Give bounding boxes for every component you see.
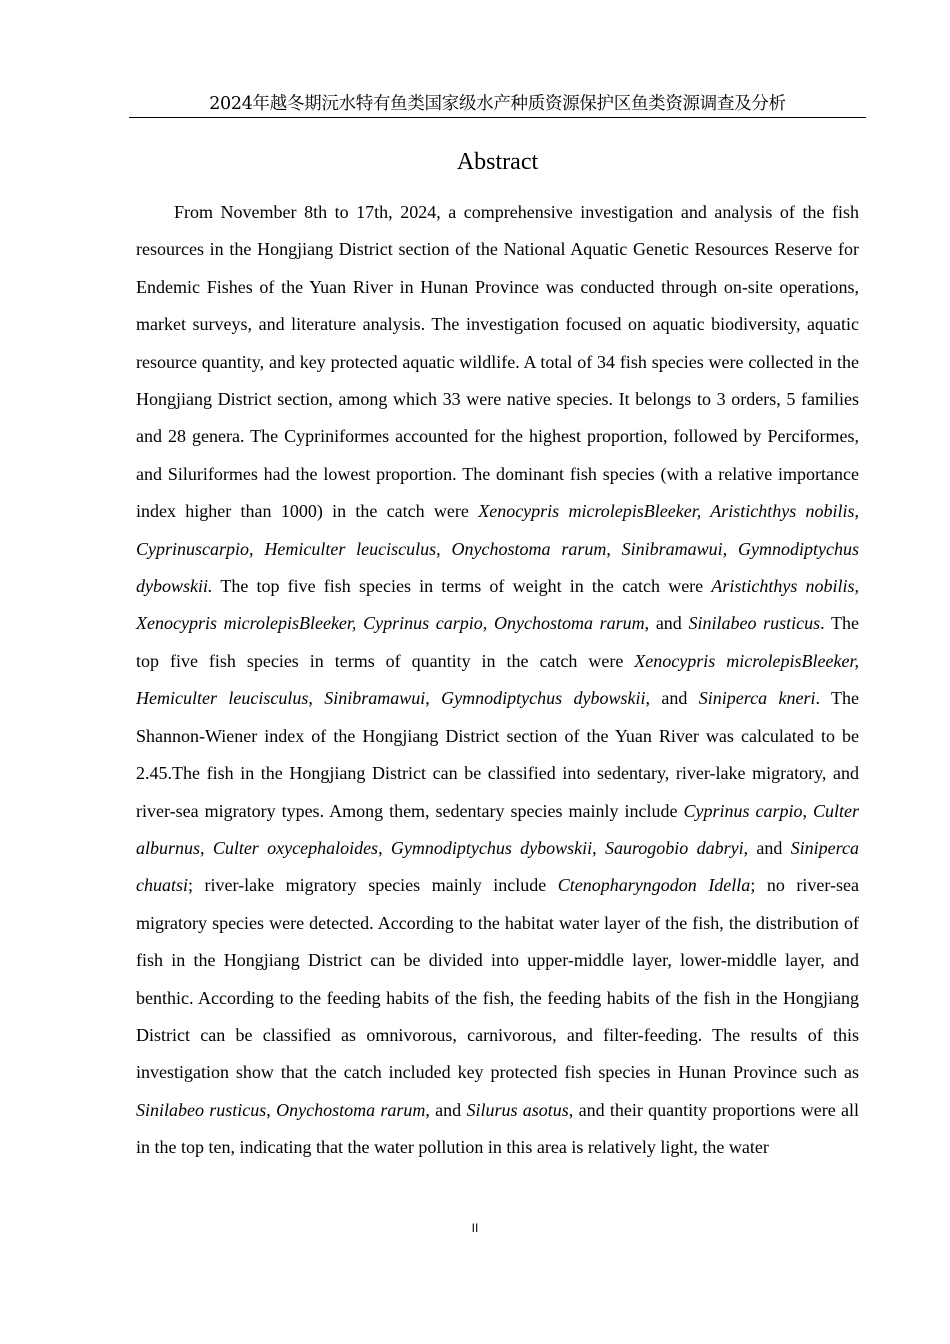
species-name: Gymnodiptychus dybowskii xyxy=(390,837,593,858)
abstract-text: ; no river-sea migratory species were detected. According to the habitat water layer of the fish, the distribution of fish in the Hongjiang District can be divided into upper-middle layer, lower-middle layer, and benthic. According to the feeding habits of the fish, the feeding habits of the fish in the Hongjiang District can be classified as omnivorous, carnivorous, and filter-feeding. The results of this investigation show that the catch included key protected fish species in Hunan Province such as xyxy=(136,875,859,1083)
abstract-text: , and xyxy=(425,1099,467,1120)
abstract-text: , xyxy=(425,688,442,709)
abstract-text: , xyxy=(854,501,860,522)
species-name: Xenocypris microlepisBleeker, Aristichthys nobilis xyxy=(478,501,855,522)
abstract-text: . The top five fish species in terms of quantity in the catch were xyxy=(136,613,859,671)
species-name: Ctenopharyngodon Idella xyxy=(557,875,751,896)
abstract-text: , xyxy=(378,837,391,858)
species-name: Culter oxycephaloides xyxy=(212,837,379,858)
abstract-text: , xyxy=(722,538,739,559)
abstract-text: . The Shannon-Wiener index of the Hongjiang District section of the Yuan River was calculated to be 2.45.The fish in the Hongjiang District can be classified into sedentary, river-lake migratory, and river-sea migratory types. Among them, sedentary species mainly include xyxy=(136,688,859,821)
abstract-text: , and xyxy=(644,613,689,634)
species-name: Onychostoma rarum xyxy=(451,538,607,559)
running-header: 2024年越冬期沅水特有鱼类国家级水产种质资源保护区鱼类资源调查及分析 xyxy=(129,92,866,118)
abstract-text: , and xyxy=(743,837,791,858)
abstract-text: , xyxy=(249,538,265,559)
abstract-text: , and xyxy=(645,688,699,709)
species-name: Sinibramawui xyxy=(324,688,426,709)
species-name: Sinilabeo rusticus xyxy=(688,613,821,634)
species-name: Aristichthys nobilis, Xenocypris microlepisBleeker, Cyprinus carpio xyxy=(136,576,860,634)
species-name: Cyprinus carpio xyxy=(683,800,803,821)
abstract-text: , xyxy=(606,538,622,559)
species-name: Gymnodiptychus dybowskii. xyxy=(136,538,860,597)
page-number: II xyxy=(471,1221,479,1235)
species-name: Siniperca chuatsi xyxy=(136,837,859,896)
species-name: Onychostoma rarum xyxy=(276,1099,426,1120)
abstract-body xyxy=(136,194,859,1167)
species-name: Silurus asotus xyxy=(466,1099,569,1120)
species-name: Hemiculter leucisculus xyxy=(264,538,437,559)
species-name: Cyprinuscarpio xyxy=(136,538,250,559)
abstract-text: , xyxy=(266,1099,277,1120)
abstract-text: , xyxy=(482,613,494,634)
species-name: Sinilabeo rusticus xyxy=(136,1099,267,1120)
abstract-text: From November 8th to 17th, 2024, a comprehensive investigation and analysis of the fish resources in the Hongjiang District section of the National Aquatic Genetic Resources Reserve for Endemic Fishes of the Yuan River in Hunan Province was conducted through on-site operations, market surveys, and literature analysis. The investigation focused on aquatic biodiversity, aquatic resource quantity, and key protected aquatic wildlife. A total of 34 fish species were collected in the Hongjiang District section, among which 33 were native species. It belongs to 3 orders, 5 families and 28 genera. The Cypriniformes accounted for the highest proportion, followed by Perciformes, and Siluriformes had the lowest proportion. The dominant fish species (with a relative importance index higher than 1000) in the catch were xyxy=(136,202,859,522)
abstract-text: , and their quantity proportions were all in the top ten, indicating that the water pollution in this area is relatively light, the water xyxy=(136,1099,859,1158)
abstract-text: , xyxy=(592,837,605,858)
abstract-text: The top five fish species in terms of weight in the catch were xyxy=(212,576,712,597)
abstract-text: ; river-lake migratory species mainly include xyxy=(188,875,558,896)
abstract-text: , xyxy=(436,538,452,559)
species-name: Siniperca kneri xyxy=(698,688,816,709)
abstract-text: , xyxy=(802,800,813,821)
abstract-text: , xyxy=(200,837,213,858)
species-name: Saurogobio dabryi xyxy=(604,837,744,858)
abstract-title: Abstract xyxy=(456,149,539,175)
species-name: Onychostoma rarum xyxy=(493,613,645,634)
species-name: Gymnodiptychus dybowskii xyxy=(441,688,646,709)
species-name: Xenocypris microlepisBleeker, Hemiculter leucisculus xyxy=(136,650,860,709)
species-name: Culter alburnus xyxy=(136,800,859,858)
abstract-text: , xyxy=(308,688,325,709)
species-name: Sinibramawui xyxy=(621,538,723,559)
